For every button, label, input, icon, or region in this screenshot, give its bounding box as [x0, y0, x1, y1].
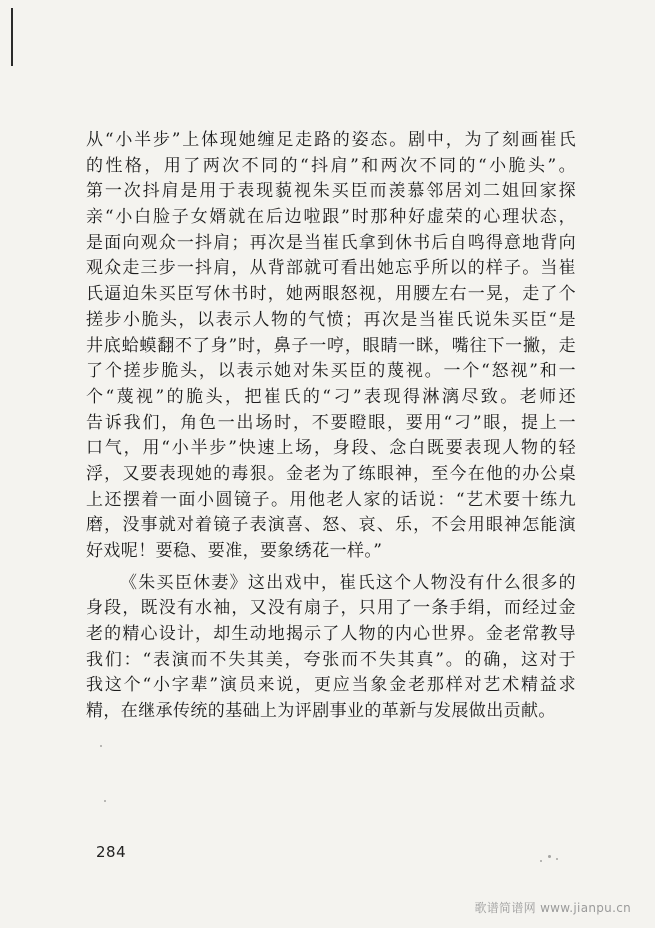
text-line: 浮，又要表现她的毒狠。金老为了练眼神，至今在他的办公桌 [86, 463, 576, 484]
scan-speck [556, 858, 558, 860]
text-line: 身段，既没有水袖，又没有扇子，只用了一条手绢，而经过金 [86, 598, 576, 619]
text-line: 我这个“小字辈”演员来说，更应当象金老那样对艺术精益求 [86, 675, 576, 696]
text-line: 了个搓步脆头，以表示她对朱买臣的蔑视。一个“怒视”和一 [86, 361, 576, 382]
text-line: 口气，用“小半步”快速上场，身段、念白既要表现人物的轻 [86, 438, 576, 459]
text-line: 搓步小脆头，以表示人物的气愤；再次是当崔氏说朱买臣“是 [86, 309, 576, 330]
scan-speck [540, 860, 542, 862]
text-line: 好戏呢！要稳、要准，要象绣花一样。” [86, 541, 383, 561]
site-watermark: 歌谱简谱网 www.jianpu.cn [474, 901, 631, 915]
text-line: 观众走三步一抖肩，从背部就可看出她忘乎所以的样子。当崔 [86, 258, 576, 279]
scan-speck [104, 800, 106, 802]
text-line: 上还摆着一面小圆镜子。用他老人家的话说：“艺术要十练九 [86, 489, 576, 510]
text-line: 《朱买臣休妻》这出戏中，崔氏这个人物没有什么很多的 [120, 572, 576, 593]
text-line: 是面向观众一抖肩；再次是当崔氏拿到休书后自鸣得意地背向 [86, 232, 576, 253]
scan-speck [100, 745, 102, 747]
paragraph-2 [86, 571, 576, 725]
text-line: 告诉我们，角色一出场时，不要瞪眼，要用“刁”眼，提上一 [86, 412, 576, 433]
body-text [86, 128, 576, 725]
text-line: 我们：“表演而不失其美，夸张而不失其真”。的确，这对于 [86, 649, 576, 670]
text-line: 个“蔑视”的脆头，把崔氏的“刁”表现得淋漓尽致。老师还 [86, 386, 576, 407]
text-line: 井底蛤蟆翻不了身”时，鼻子一哼，眼睛一眯，嘴往下一撇，走 [86, 335, 576, 356]
page-number: 284 [96, 843, 127, 861]
text-line: 老的精心设计，却生动地揭示了人物的内心世界。金老常教导 [86, 624, 576, 645]
text-line: 精，在继承传统的基础上为评剧事业的革新与发展做出贡献。 [86, 701, 556, 722]
text-line: 从“小半步”上体现她缠足走路的姿态。剧中，为了刻画崔氏 [86, 130, 576, 150]
text-line: 亲“小白脸子女婿就在后边啦跟”时那种好虚荣的心理状态， [86, 207, 576, 228]
text-line: 第一次抖肩是用于表现藐视朱买臣而羡慕邻居刘二姐回家探 [86, 181, 576, 202]
text-line: 磨，没事就对着镜子表演喜、怒、哀、乐，不会用眼神怎能演 [86, 515, 576, 536]
paragraph-1 [86, 128, 576, 565]
text-line: 氏逼迫朱买臣写休书时，她两眼怒视，用腰左右一晃，走了个 [86, 284, 576, 305]
binding-edge-line [11, 8, 13, 66]
text-line: 的性格，用了两次不同的“抖肩”和两次不同的“小脆头”。 [86, 155, 576, 176]
scan-speck [548, 855, 551, 858]
